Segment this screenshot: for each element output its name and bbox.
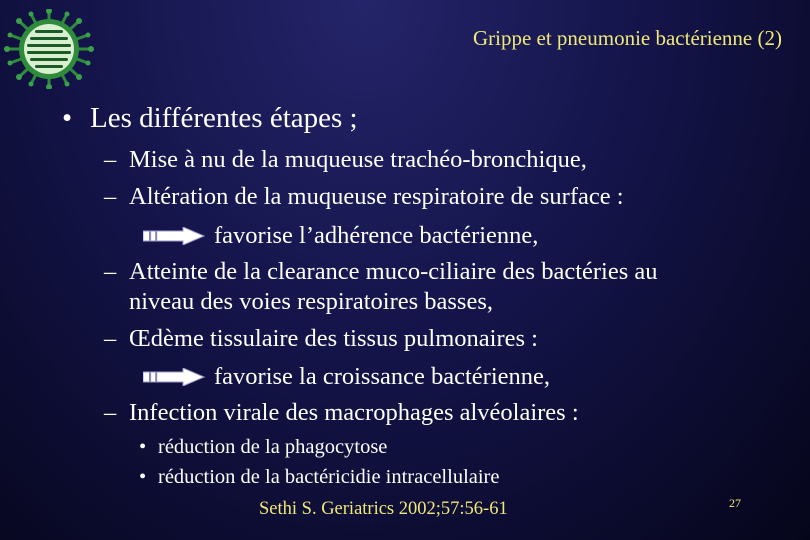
- list-item-text: Mise à nu de la muqueuse trachéo-bronchique,: [129, 146, 587, 173]
- list-item: [104, 145, 587, 175]
- dash-symbol: –: [104, 258, 117, 285]
- slide-title: Grippe et pneumonie bactérienne (2): [472, 26, 782, 50]
- bullet-symbol: •: [139, 436, 147, 458]
- virus-logo-icon: [4, 9, 94, 89]
- list-item-continuation: [129, 287, 493, 317]
- list-item-text: Atteinte de la clearance muco-ciliaire des bactéries au: [129, 258, 658, 285]
- dash-symbol: –: [104, 325, 117, 352]
- arrow-right-icon: [143, 227, 205, 245]
- arrow-text: favorise la croissance bactérienne,: [214, 363, 551, 390]
- dash-symbol: –: [104, 183, 117, 210]
- bullet-symbol: •: [62, 102, 73, 134]
- continuation-text: niveau des voies respiratoires basses,: [129, 288, 493, 315]
- list-item: [104, 398, 579, 428]
- page-number: 27: [729, 496, 741, 510]
- main-bullet-text: Les différentes étapes ;: [90, 102, 358, 134]
- citation: Sethi S. Geriatrics 2002;57:56-61: [259, 499, 508, 519]
- sub-bullet-text: réduction de la phagocytose: [158, 436, 388, 458]
- sub-bullet: [139, 434, 387, 460]
- list-item: [104, 182, 624, 212]
- list-item-text: Œdème tissulaire des tissus pulmonaires :: [129, 325, 538, 352]
- arrow-right-icon: [143, 368, 205, 386]
- dash-symbol: –: [104, 146, 117, 173]
- arrow-text: favorise l’adhérence bactérienne,: [214, 222, 539, 249]
- list-item: [104, 257, 658, 287]
- list-item: [104, 324, 538, 354]
- bullet-symbol: •: [139, 466, 147, 488]
- list-item-text: Infection virale des macrophages alvéolaires :: [129, 399, 579, 426]
- main-bullet: [62, 102, 358, 135]
- arrow-consequence: [143, 221, 538, 251]
- list-item-text: Altération de la muqueuse respiratoire de surface :: [129, 183, 624, 210]
- sub-bullet-text: réduction de la bactéricidie intracellulaire: [158, 466, 500, 488]
- sub-bullet: [139, 464, 499, 490]
- dash-symbol: –: [104, 399, 117, 426]
- arrow-consequence: [143, 362, 550, 392]
